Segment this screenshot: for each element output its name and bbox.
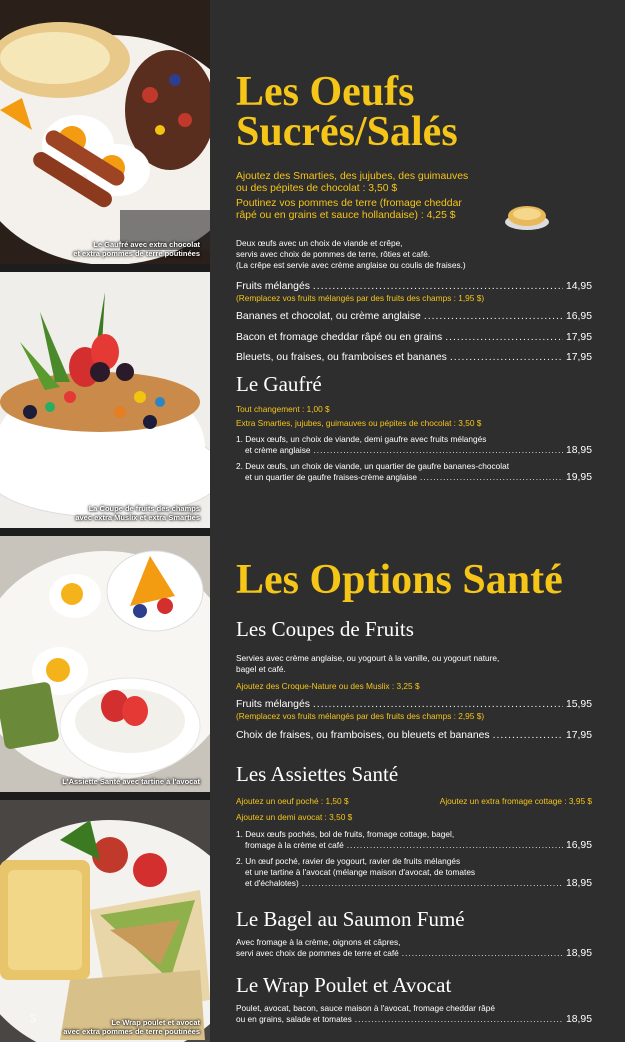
section-gaufre: Le Gaufré Tout changement : 1,00 $ Extra Smarties, jujubes, guimauves ou pépites de chocolat : 3,50 $ 1. Deux œufs, un choix de viande, demi gaufre avec fruits mélangés et crème anglaise ..... 18,95 2. Deux œufs, un choix de viande, un quartier de gaufre bananes-chocolat et un quartier de gaufre fraises-crème anglaise ..... 19,95: [236, 372, 592, 483]
extra-sweet: Ajoutez des Smarties, des jujubes, des guimauves ou des pépites de chocolat : 3,50 $: [236, 171, 469, 194]
photo-wrap: [0, 800, 210, 1042]
photo-coupe-fruits: [0, 272, 210, 528]
menu-item: Poulet, avocat, bacon, sauce maison à l'avocat, fromage cheddar râpé ou en grains, salade et tomates ..... 18,95: [236, 1003, 592, 1025]
menu-item: Fruits mélangés ..... 15,95: [236, 698, 592, 711]
menu-item: Choix de fraises, ou framboises, ou bleuets et bananes ..... 17,95: [236, 729, 592, 742]
subsection-title: Les Coupes de Fruits: [236, 617, 414, 641]
oeufs-description: Deux œufs avec un choix de viande et crêpe, servis avec choix de pommes de terre, rôties et café. (La crêpe est servie avec crème anglaise ou coulis de fraises.): [236, 238, 466, 270]
section-coupes: Les Coupes de Fruits Servies avec crème anglaise, ou yogourt à la vanille, ou yogourt nature, bagel et café. Ajoutez des Croque-Nature ou des Muslix : 3,25 $ Fruits mélangés ..... 15,95 (Remplacez vos fruits mélangés par des fruits des champs : 2,95 $) Choix de fraises, ou framboises, ou bleuets et bananes ..... 17,95: [236, 617, 592, 742]
page-number: 5: [30, 1011, 36, 1025]
photo-caption: Le Gaufré avec extra chocolat et extra pommes de terre poutinées: [73, 240, 200, 258]
menu-item: Bananes et chocolat, ou crème anglaise ..... 16,95: [236, 310, 592, 323]
photo-caption: L'Assiette Santé avec tartine à l'avocat: [62, 777, 200, 786]
subsection-title: Le Wrap Poulet et Avocat: [236, 973, 452, 997]
poutine-icon: [504, 202, 550, 232]
chicken-wrap-image: [0, 800, 210, 1042]
section-wrap: [236, 973, 592, 1025]
waffle-breakfast-image: [0, 0, 210, 264]
menu-item: 2. Deux œufs, un choix de viande, un quartier de gaufre bananes-chocolat et un quartier de gaufre fraises-crème anglaise ..... 19,95: [236, 461, 592, 483]
section-sante: [236, 557, 606, 603]
menu-item: Bacon et fromage cheddar râpé ou en grains ..... 17,95: [236, 331, 592, 344]
photo-gaufre: [0, 0, 210, 264]
subsection-title: Le Bagel au Saumon Fumé: [236, 907, 465, 931]
menu-item: Fruits mélangés ..... 14,95: [236, 280, 592, 293]
menu-item: Bleuets, ou fraises, ou framboises et bananes ..... 17,95: [236, 351, 592, 364]
subsection-title: Le Gaufré: [236, 372, 322, 396]
photo-assiette-sante: [0, 536, 210, 792]
item-note: (Remplacez vos fruits mélangés par des fruits des champs : 2,95 $): [236, 711, 485, 721]
menu-item: Avec fromage à la crème, oignons et câpres, servi avec choix de pommes de terre et café ..... 18,95: [236, 937, 592, 959]
section-bagel: [236, 907, 592, 959]
section-title: Les Options Santé: [236, 557, 563, 603]
menu-item: 2. Un œuf poché, ravier de yogourt, ravier de fruits mélangés et une tartine à l'avocat (mélange maison d'avocat, de tomates et d'échalotes) ..... 18,95: [236, 856, 592, 889]
section-assiettes: Les Assiettes Santé Ajoutez un oeuf poché : 1,50 $ Ajoutez un extra fromage cottage : 3,95 $ Ajoutez un demi avocat : 3,50 $ 1. Deux œufs pochés, bol de fruits, fromage cottage, bagel, fromage à la crème et café ..... 16,95 2. Un œuf poché, ravier de yogourt, ravier de fruits mélangés et une tartine à l'avocat (mélange maison d'avocat, de tomates et d'échalotes) ..... 18,95: [236, 762, 592, 889]
menu-item: 1. Deux œufs pochés, bol de fruits, fromage cottage, bagel, fromage à la crème et café ..... 16,95: [236, 829, 592, 851]
item-note: (Remplacez vos fruits mélangés par des fruits des champs : 1,95 $): [236, 293, 485, 303]
menu-item: 1. Deux œufs, un choix de viande, demi gaufre avec fruits mélangés et crème anglaise ..... 18,95: [236, 434, 592, 456]
healthy-plate-image: [0, 536, 210, 792]
photo-caption: La Coupe de fruits des champs avec extra Muslix et extra Smarties: [75, 504, 200, 522]
extra-poutine: Poutinez vos pommes de terre (fromage cheddar râpé ou en grains et sauce hollandaise) : 4,25 $: [236, 198, 462, 221]
subsection-title: Les Assiettes Santé: [236, 762, 399, 786]
section-oeufs: [236, 69, 592, 155]
photo-column: [0, 0, 210, 1042]
fruit-bowl-image: [0, 272, 210, 528]
section-title: Les Oeufs Sucrés/Salés: [236, 69, 458, 155]
oeufs-items: [236, 280, 592, 364]
photo-caption: Le Wrap poulet et avocat avec extra pommes de terre poutinées: [63, 1018, 200, 1036]
